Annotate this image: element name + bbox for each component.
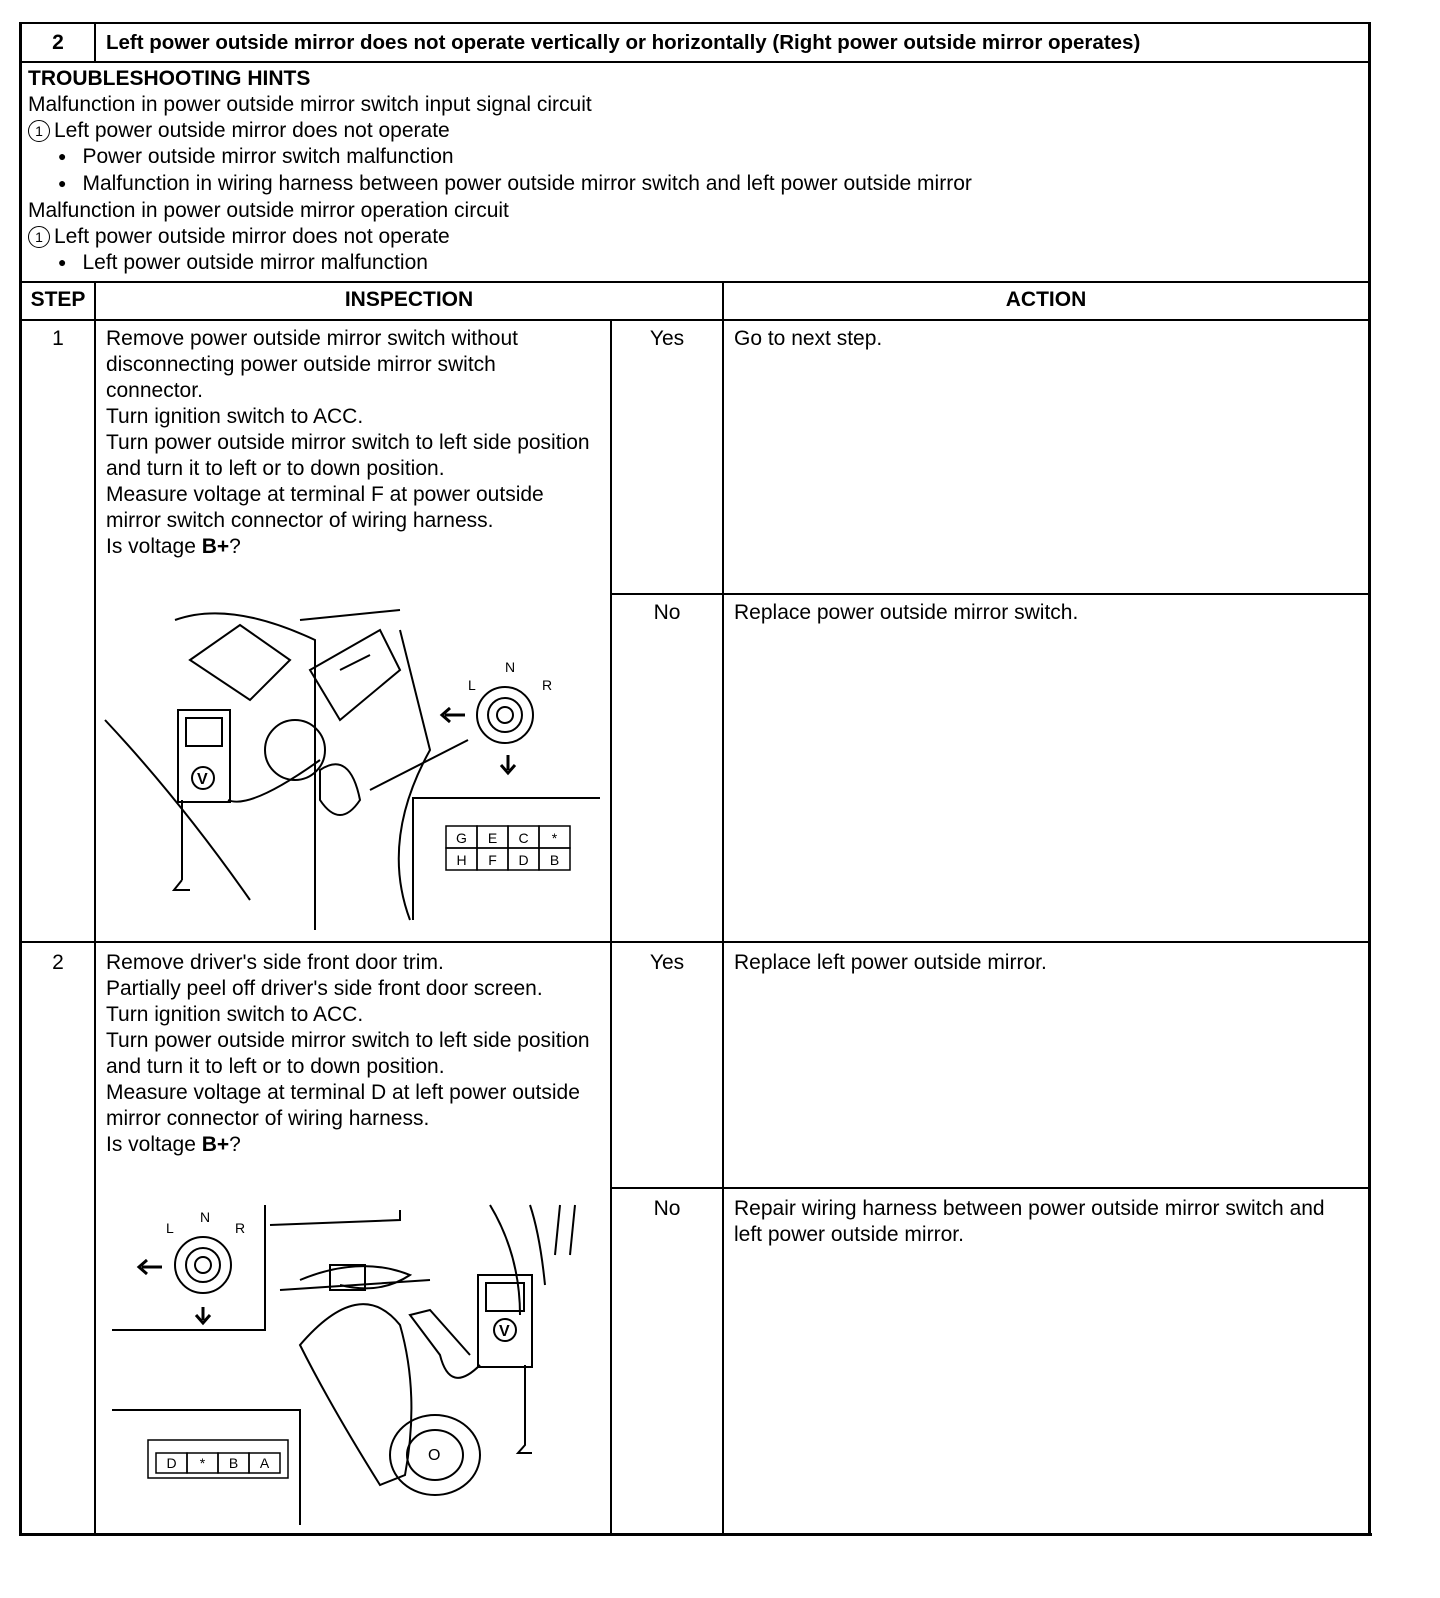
- problem-title: Left power outside mirror does not operate vertically or horizontally (Right power outside mirror operates): [106, 31, 1141, 54]
- yes-label: Yes: [649, 327, 685, 350]
- hint-line: [28, 198, 972, 224]
- hint-text: Power outside mirror switch malfunction: [82, 145, 454, 168]
- instruction: Measure voltage at terminal F at power outside mirror switch connector of wiring harness.: [106, 483, 544, 532]
- speaker-label: O: [428, 1447, 441, 1464]
- voltmeter-label: V: [499, 1323, 510, 1340]
- voltmeter-label: V: [197, 771, 208, 788]
- instruction: Turn power outside mirror switch to left side position and turn it to left or to down position.: [106, 1029, 590, 1078]
- hint-line: [28, 171, 972, 198]
- switch-label: R: [235, 1220, 246, 1236]
- step-2-inspection: [106, 950, 598, 1158]
- step-1-inspection: [106, 326, 598, 560]
- connector-diagram: [148, 1440, 288, 1478]
- circled-number-icon: 1: [28, 120, 50, 142]
- mirror-switch-icon: [175, 1237, 231, 1293]
- pin-label: E: [487, 830, 498, 846]
- switch-label: N: [505, 659, 516, 675]
- pin-label: D: [518, 852, 529, 868]
- hint-line: [28, 224, 972, 250]
- col-action-header: ACTION: [1005, 288, 1087, 311]
- instruction: Turn ignition switch to ACC.: [106, 1003, 364, 1026]
- pin-label: C: [518, 830, 529, 846]
- pin-label: F: [488, 852, 497, 868]
- no-action: Repair wiring harness between power outside mirror switch and left power outside mirror.: [734, 1197, 1325, 1246]
- hint-text: Left power outside mirror does not operate: [54, 225, 450, 248]
- instruction: Remove driver's side front door trim.: [106, 951, 444, 974]
- hint-text: Left power outside mirror does not operate: [54, 119, 450, 142]
- step-1-illustration: [100, 600, 605, 930]
- circled-number-icon: 1: [28, 226, 50, 248]
- col-inspection-header: INSPECTION: [344, 288, 474, 311]
- pin-label: G: [456, 830, 467, 846]
- yes-label: Yes: [649, 951, 685, 974]
- pin-label: *: [199, 1455, 206, 1471]
- instruction: Turn power outside mirror switch to left side position and turn it to left or to down position.: [106, 431, 590, 480]
- hint-text: Malfunction in power outside mirror operation circuit: [28, 199, 509, 222]
- no-label: No: [653, 601, 681, 624]
- mirror-switch-icon: [477, 687, 533, 743]
- instruction: Measure voltage at terminal D at left power outside mirror connector of wiring harness.: [106, 1081, 580, 1130]
- question: Is voltage B+?: [106, 535, 241, 558]
- instruction: Turn ignition switch to ACC.: [106, 405, 364, 428]
- hint-line: [28, 144, 972, 171]
- troubleshooting-hints: [28, 66, 972, 277]
- hint-line: [28, 92, 972, 118]
- pin-label: D: [166, 1455, 177, 1471]
- switch-label: N: [200, 1209, 211, 1225]
- hint-text: Malfunction in wiring harness between power outside mirror switch and left power outside mirror: [82, 172, 972, 195]
- question: Is voltage B+?: [106, 1133, 241, 1156]
- pin-label: B: [228, 1455, 239, 1471]
- no-label: No: [653, 1197, 681, 1220]
- hint-line: [28, 250, 972, 277]
- problem-number: 2: [52, 31, 64, 54]
- pin-label: *: [551, 830, 558, 846]
- hint-text: Left power outside mirror malfunction: [82, 251, 428, 274]
- yes-action: Replace left power outside mirror.: [734, 951, 1047, 974]
- connector-diagram: [446, 826, 570, 870]
- switch-label: L: [166, 1220, 174, 1236]
- switch-label: R: [542, 677, 553, 693]
- pin-label: H: [456, 852, 467, 868]
- hint-text: Malfunction in power outside mirror switch input signal circuit: [28, 93, 592, 116]
- hints-heading: TROUBLESHOOTING HINTS: [28, 67, 311, 90]
- instruction: Remove power outside mirror switch without disconnecting power outside mirror switch connector.: [106, 327, 518, 402]
- no-action: Replace power outside mirror switch.: [734, 601, 1079, 624]
- pin-label: A: [259, 1455, 270, 1471]
- pin-label: B: [549, 852, 560, 868]
- step-number: 1: [52, 327, 64, 350]
- instruction: Partially peel off driver's side front door screen.: [106, 977, 543, 1000]
- hint-line: [28, 118, 972, 144]
- switch-label: L: [468, 677, 476, 693]
- yes-action: Go to next step.: [734, 327, 883, 350]
- step-2-illustration: [100, 1195, 605, 1530]
- step-number: 2: [52, 951, 64, 974]
- col-step-header: STEP: [30, 288, 86, 311]
